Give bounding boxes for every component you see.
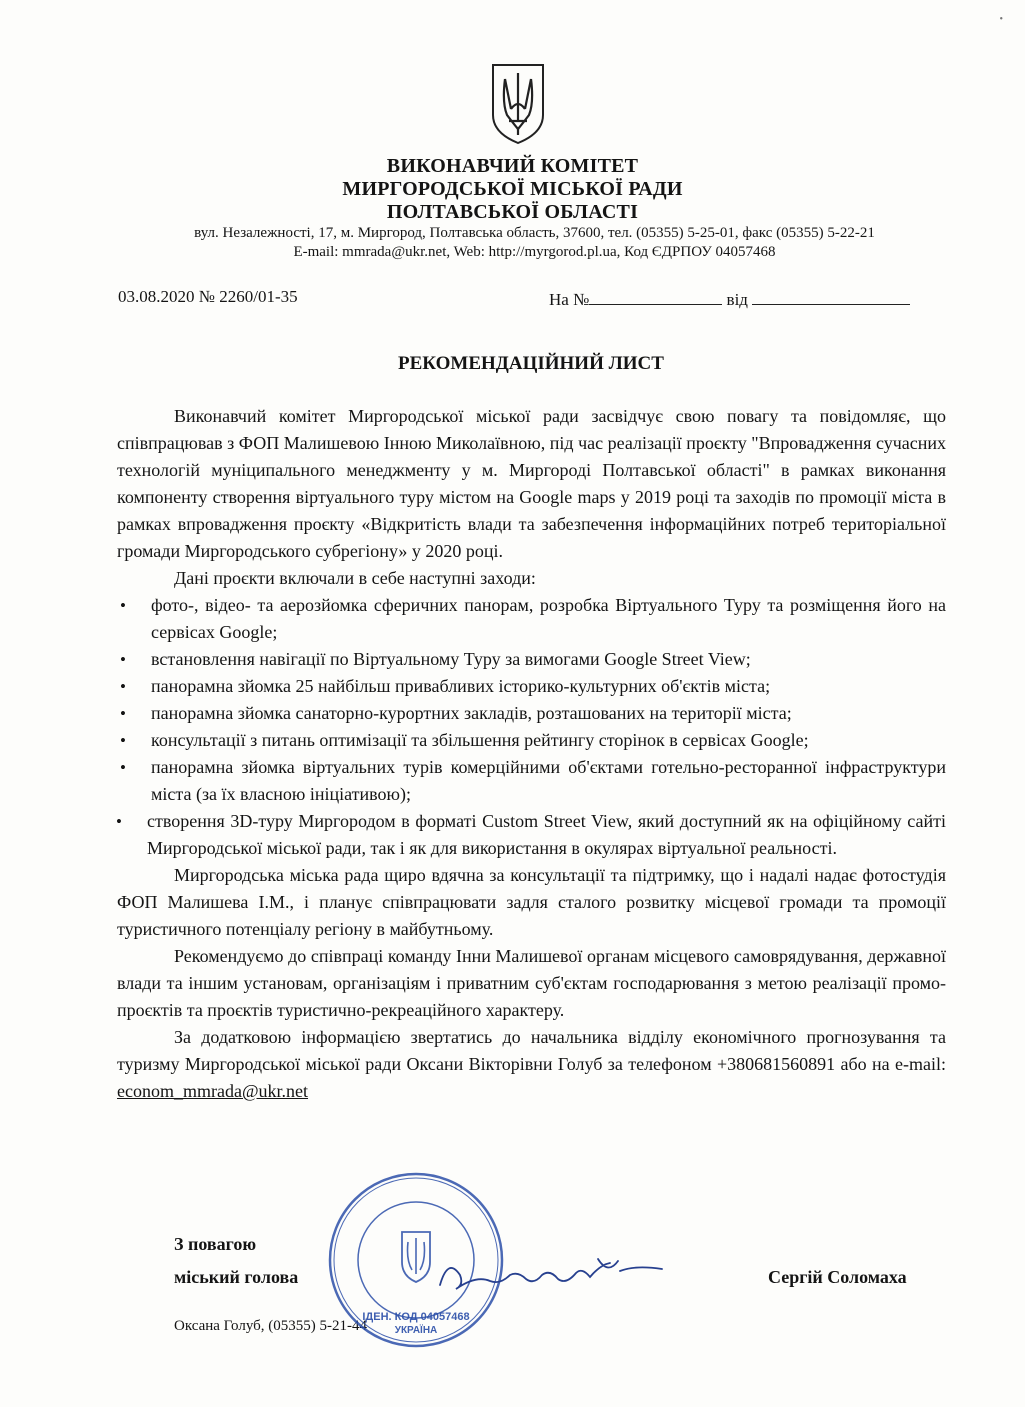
list-item: • панорамна зйомка віртуальних турів комерційними об'єктами готельно-ресторанної інфраструктури міста (за їх власною ініціативою); — [117, 754, 946, 808]
incoming-reference — [549, 287, 910, 310]
list-item: • консультації з питань оптимізації та збільшення рейтингу сторінок в сервісах Google; — [117, 727, 946, 754]
coat-of-arms-icon — [489, 63, 547, 145]
paragraph-intro: Виконавчий комітет Миргородської міської ради засвідчує свою повагу та повідомляє, що співпрацював з ФОП Малишевою Інною Миколаївною, під час реалізації проєкту "Впровадження сучасних технологій муніципального менеджменту у м. Миргороді Полтавської області" в рамках виконання компоненту створення віртуального туру містом на Google maps у 2019 році та заходів по промоції міста в рамках впровадження проєкту «Відкритість влади та забезпечення інформаційних потреб територіальної громади Миргородського субрегіону» у 2020 році. — [117, 406, 946, 561]
org-name-line-2: МИРГОРОДСЬКОЇ МІСЬКОЇ РАДИ — [342, 178, 683, 200]
contact-text: За додатковою інформацією звертатись до начальника відділу економічного прогнозування та туризму Миргородської міської ради Оксани Вікторівни Голуб за телефоном +380681560891 або на e-mail: — [117, 1027, 946, 1074]
outgoing-date-number: 03.08.2020 № 2260/01-35 — [118, 287, 298, 306]
org-address: вул. Незалежності, 17, м. Миргород, Полтавська область, 37600, тел. (05355) 5-25-01, факс (05355) 5-22-21 — [194, 225, 875, 241]
org-name-line-1: ВИКОНАВЧИЙ КОМІТЕТ — [386, 155, 639, 177]
paragraph-recommendation: Рекомендуємо до співпраці команду Інни Малишевої органам місцевого самоврядування, державної влади та іншим установам, організаціям і приватним суб'єктам господарювання з метою реалізації промо-проєктів та проєктів туристично-рекреаційного характеру. — [117, 946, 946, 1020]
paragraph-gratitude: Миргородська міська рада щиро вдячна за консультації та підтримку, що і надалі надає фотостудія ФОП Малишева І.М., і планує співпрацювати задля сталого розвитку місцевої громади та промоції туристичного потенціалу регіону в майбутньому. — [117, 865, 946, 939]
stamp-code: ІДЕН. КОД 04057468 — [362, 1311, 470, 1323]
document-title: РЕКОМЕНДАЦІЙНИЙ ЛИСТ — [398, 353, 664, 374]
ref-date-label: від — [726, 290, 748, 309]
org-contacts: E-mail: mmrada@ukr.net, Web: http://myrgorod.pl.ua, Код ЄДРПОУ 04057468 — [293, 244, 776, 260]
registration-line — [118, 287, 928, 309]
executor-contact: Оксана Голуб, (05355) 5-21-44 — [174, 1318, 367, 1334]
measures-list — [117, 592, 946, 862]
handwritten-signature — [430, 1245, 670, 1305]
ref-number-blank — [589, 287, 722, 305]
contact-email-link[interactable]: econom_mmrada@ukr.net — [117, 1081, 309, 1101]
ref-number-label: На № — [549, 290, 590, 309]
signer-position: міський голова — [174, 1267, 299, 1287]
list-item: • панорамна зйомка санаторно-курортних закладів, розташованих на території міста; — [117, 700, 946, 727]
list-item: • фото-, відео- та аерозйомка сферичних панорам, розробка Віртуального Туру та розміщення його на сервісах Google; — [117, 592, 946, 646]
closing-regards: З повагою — [174, 1234, 257, 1254]
list-item — [113, 808, 946, 862]
paragraph-measures-lead: Дані проєкти включали в себе наступні заходи: — [174, 568, 536, 588]
paragraph-contact-info — [117, 1024, 946, 1105]
signer-name: Сергій Соломаха — [768, 1267, 907, 1287]
ref-date-blank — [752, 287, 910, 305]
letter-body — [117, 403, 946, 1105]
list-item: • встановлення навігації по Віртуальному Туру за вимогами Google Street View; — [117, 646, 946, 673]
list-item-text: створення 3D-туру Миргородом в форматі Custom Street View, який доступний як на офіційному сайті Миргородської міської ради, так і як для використання в окулярах віртуальної реальності. — [147, 811, 946, 858]
scan-mark: • — [999, 14, 1003, 25]
stamp-country: УКРАЇНА — [394, 1325, 438, 1336]
list-item: • панорамна зйомка 25 найбільш привабливих історико-культурних об'єктів міста; — [117, 673, 946, 700]
org-name-line-3: ПОЛТАВСЬКОЇ ОБЛАСТІ — [386, 201, 639, 223]
